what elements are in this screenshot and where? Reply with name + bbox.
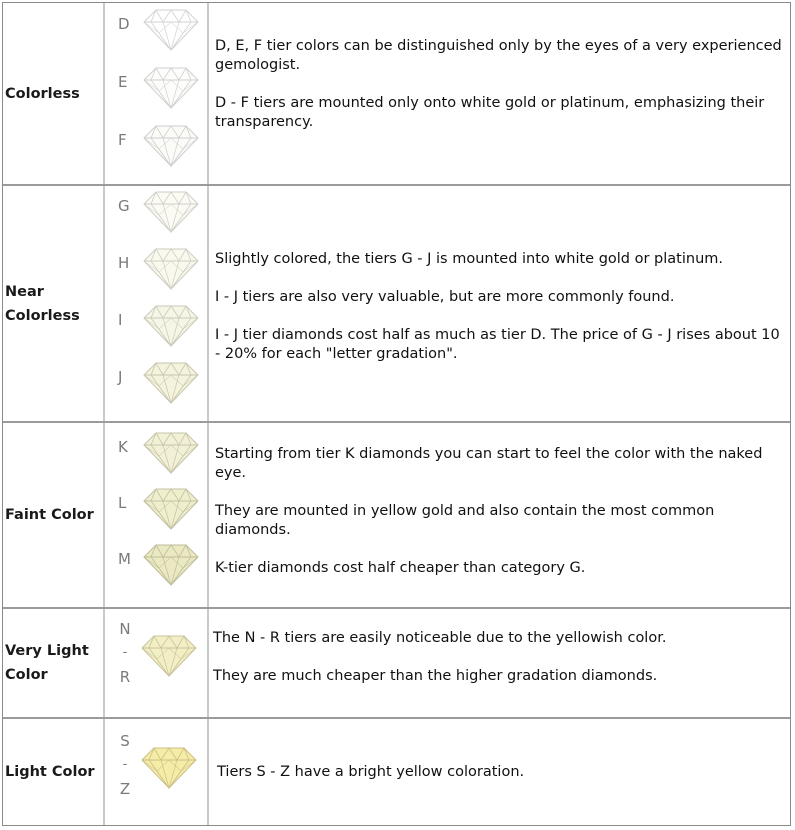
tier-k — [105, 428, 205, 484]
range-start-letter: N — [119, 620, 131, 638]
category-label: Colorless — [5, 85, 80, 102]
tier-visual-column — [103, 609, 209, 717]
tier-l — [105, 484, 205, 540]
description-paragraph: D - F tiers are mounted only onto white gold or platinum, emphasizing their transparency. — [215, 95, 765, 130]
diamond-icon — [141, 428, 201, 476]
description — [215, 719, 782, 825]
tier-i — [105, 301, 205, 357]
diamond-icon — [141, 358, 201, 406]
tier-letter: F — [118, 131, 127, 149]
category-label: Near Colorless — [5, 283, 80, 324]
range-start-letter: S — [120, 732, 130, 750]
description-paragraph: Slightly colored, the tiers G - J is mounted into white gold or platinum. — [215, 251, 723, 267]
description-paragraph: They are mounted in yellow gold and also contain the most common diamonds. — [215, 503, 715, 538]
row-near-colorless — [3, 186, 790, 423]
tier-letter: L — [118, 494, 127, 512]
description-paragraph: K-tier diamonds cost half cheaper than category G. — [215, 560, 586, 576]
tier-range — [115, 617, 135, 689]
tier-h — [105, 244, 205, 300]
description-paragraph: I - J tiers are also very valuable, but are more commonly found. — [215, 289, 675, 305]
range-end-letter: R — [119, 668, 131, 686]
diamond-icon — [139, 743, 199, 791]
diamond-icon — [141, 244, 201, 292]
category-label: Light Color — [5, 764, 95, 780]
tier-e — [105, 63, 205, 119]
tier-f — [105, 121, 205, 177]
tier-visual-column — [103, 719, 209, 825]
diamond-icon — [141, 540, 201, 588]
description-paragraph: D, E, F tier colors can be distinguished only by the eyes of a very experienced gemologist. — [215, 38, 782, 73]
row-very-light-color — [3, 609, 790, 719]
tier-visual-column — [103, 423, 209, 607]
category-label: Very Light Color — [5, 643, 89, 683]
tier-letter: J — [118, 368, 123, 386]
diamond-icon — [139, 631, 199, 679]
tier-letter: H — [118, 254, 130, 272]
tier-letter: E — [118, 73, 128, 91]
diamond-color-table — [2, 2, 791, 826]
row-colorless — [3, 3, 790, 186]
description-paragraph: I - J tier diamonds cost half as much as tier D. The price of G - J rises about 10 - 20% for each "letter gradation". — [215, 327, 780, 362]
tier-letter: D — [118, 15, 130, 33]
tier-letter: M — [118, 550, 131, 568]
diamond-icon — [141, 63, 201, 111]
row-faint-color — [3, 423, 790, 609]
description-paragraph: The N - R tiers are easily noticeable due to the yellowish color. — [213, 630, 667, 646]
category-label: Faint Color — [5, 507, 94, 523]
tier-visual-column — [103, 186, 209, 421]
diamond-icon — [141, 5, 201, 53]
description — [213, 423, 782, 629]
diamond-icon — [141, 121, 201, 169]
tier-letter: G — [118, 197, 130, 215]
tier-d — [105, 5, 205, 61]
description-paragraph: Tiers S - Z have a bright yellow coloration. — [217, 763, 525, 780]
tier-visual-column — [103, 3, 209, 184]
tier-j — [105, 358, 205, 414]
tier-m — [105, 540, 205, 596]
tier-range — [115, 729, 135, 801]
tier-letter: K — [118, 438, 128, 456]
diamond-icon — [141, 187, 201, 235]
diamond-icon — [141, 484, 201, 532]
description — [211, 609, 782, 737]
description-paragraph: Starting from tier K diamonds you can start to feel the color with the naked eye. — [215, 446, 763, 481]
range-dash: - — [122, 645, 128, 660]
description-paragraph: They are much cheaper than the higher gradation diamonds. — [213, 668, 658, 684]
range-end-letter: Z — [119, 780, 131, 798]
tier-g — [105, 187, 205, 243]
range-dash: - — [122, 757, 128, 772]
row-light-color — [3, 719, 790, 825]
diamond-icon — [141, 301, 201, 349]
tier-letter: I — [118, 311, 123, 329]
